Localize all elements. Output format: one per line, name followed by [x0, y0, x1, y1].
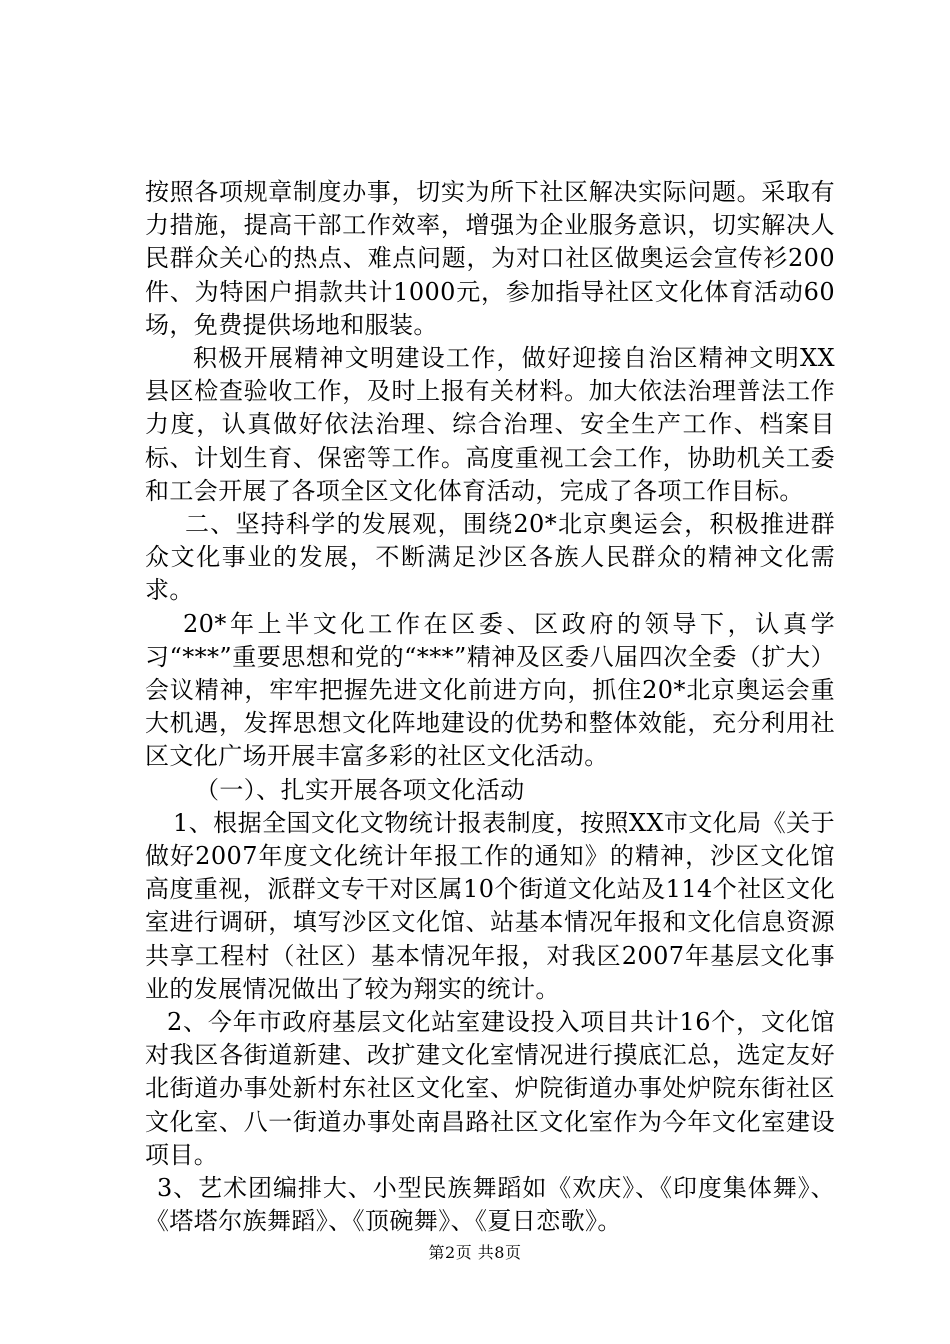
list-item-art-troupe: 3、艺术团编排大、小型民族舞蹈如《欢庆》、《印度集体舞》、《塔塔尔族舞蹈》、《顶碗舞》、《夏日恋歌》。: [145, 1174, 835, 1236]
list-item-culture-rooms: 2、今年市政府基层文化站室建设投入项目共计16个，文化馆对我区各街道新建、改扩建文化室情况进行摸底汇总，选定友好北街道办事处新村东社区文化室、炉院街道办事处炉院东街社区文化室、八一街道办事处南昌路社区文化室作为今年文化室建设项目。: [145, 1008, 835, 1169]
subsection-heading-one: （一）、扎实开展各项文化活动: [195, 775, 525, 804]
paragraph-continuation: 按照各项规章制度办事，切实为所下社区解决实际问题。采取有力措施，提高干部工作效率，增强为企业服务意识，切实解决人民群众关心的热点、难点问题，为对口社区做奥运会宣传衫200件、为特困户捐款共计1000元，参加指导社区文化体育活动60场，免费提供场地和服装。: [145, 178, 835, 339]
document-body: [145, 176, 835, 1239]
section-heading-two: 二、坚持科学的发展观，围绕20*北京奥运会，积极推进群众文化事业的发展，不断满足沙区各族人民群众的精神文化需求。: [145, 510, 835, 605]
paragraph-civilization-work: 积极开展精神文明建设工作，做好迎接自治区精神文明XX县区检查验收工作，及时上报有关材料。加大依法治理普法工作力度，认真做好依法治理、综合治理、安全生产工作、档案目标、计划生育、保密等工作。高度重视工会工作，协助机关工委和工会开展了各项全区文化体育活动，完成了各项工作目标。: [145, 344, 835, 505]
page-number-footer: 第2页 共8页: [428, 1243, 522, 1262]
paragraph-half-year-summary: 20*年上半文化工作在区委、区政府的领导下，认真学习“***”重要思想和党的“***”精神及区委八届四次全委（扩大）会议精神，牢牢把握先进文化前进方向，抓住20*北京奥运会重大机遇，发挥思想文化阵地建设的优势和整体效能，充分利用社区文化广场开展丰富多彩的社区文化活动。: [145, 609, 835, 771]
list-item-statistics: 1、根据全国文化文物统计报表制度，按照XX市文化局《关于做好2007年度文化统计年报工作的通知》的精神，沙区文化馆高度重视，派群文专干对区属10个街道文化站及114个社区文化室进行调研，填写沙区文化馆、站基本情况年报和文化信息资源共享工程村（社区）基本情况年报，对我区2007年基层文化事业的发展情况做出了较为翔实的统计。: [145, 808, 835, 1003]
